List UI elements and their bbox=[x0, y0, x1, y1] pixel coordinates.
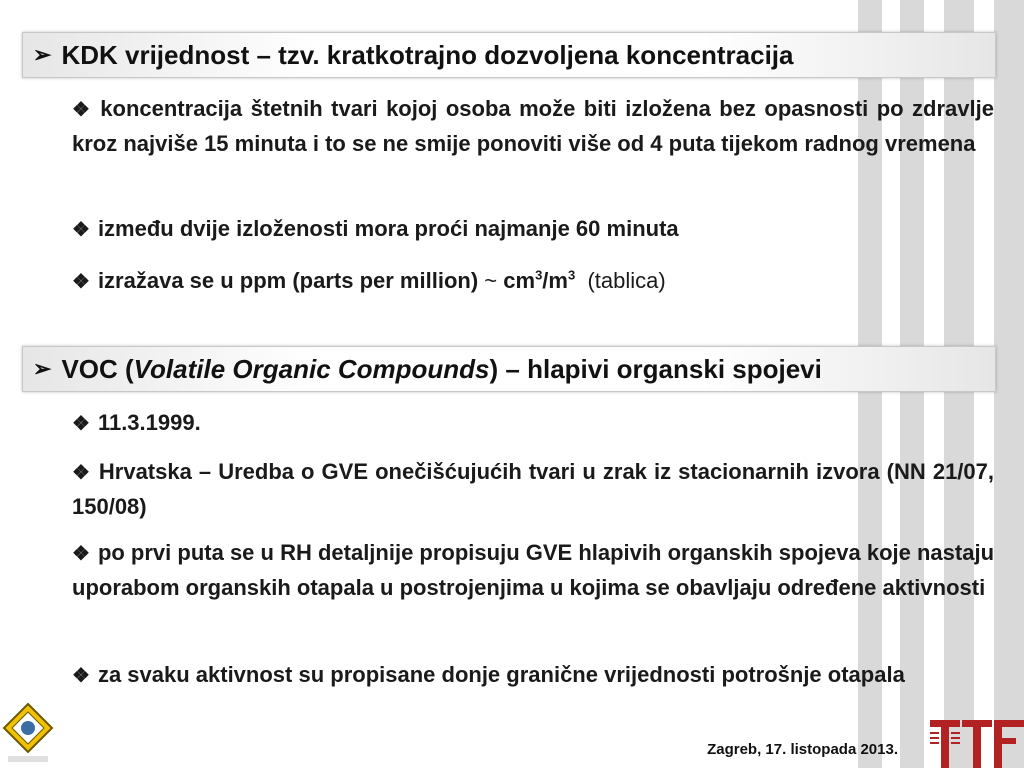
arrow-bullet-icon: ➢ bbox=[33, 42, 52, 67]
voc-date-text: 11.3.1999. bbox=[97, 410, 201, 435]
voc-first-time-text: po prvi puta se u RH detaljnije propisuju GVE hlapivih organskih spojeva koje nastaju uporabom organskih otapala u postrojenjima u kojima se obavljaju određene aktivnosti bbox=[72, 540, 995, 600]
diamond-bullet-icon: ❖ bbox=[72, 99, 93, 121]
section-voc-title-italic: Volatile Organic Compounds bbox=[133, 353, 490, 384]
arrow-bullet-icon: ➢ bbox=[33, 356, 52, 381]
diamond-bullet-icon: ❖ bbox=[72, 462, 91, 484]
section-kdk-title: KDK vrijednost – tzv. kratkotrajno dozvoljena koncentracija bbox=[61, 39, 794, 70]
section-voc-title-post: ) – hlapivi organski spojevi bbox=[489, 353, 822, 384]
safety-emblem-icon bbox=[0, 700, 56, 768]
voc-regulation-text: Hrvatska – Uredba o GVE onečišćujućih tvari u zrak iz stacionarnih izvora (NN 21/07, 150/08) bbox=[72, 459, 994, 519]
kdk-units-cm: cm bbox=[503, 268, 536, 293]
kdk-units-text: izražava se u ppm (parts per million) bbox=[97, 268, 479, 293]
ttf-logo-icon bbox=[930, 718, 1024, 768]
voc-bullet-limits bbox=[72, 658, 994, 693]
voc-bullet-regulation bbox=[72, 455, 994, 524]
voc-bullet-first-time bbox=[72, 536, 994, 605]
kdk-definition-text: koncentracija štetnih tvari kojoj osoba može biti izložena bez opasnosti po zdravlje kroz najviše 15 minuta i to se ne smije ponoviti više od 4 puta tijekom radnog vremena bbox=[72, 96, 994, 156]
diamond-bullet-icon: ❖ bbox=[72, 413, 90, 435]
kdk-interval-text: između dvije izloženosti mora proći najmanje 60 minuta bbox=[97, 216, 679, 241]
diamond-bullet-icon: ❖ bbox=[72, 665, 90, 687]
diamond-bullet-icon: ❖ bbox=[72, 271, 90, 293]
voc-bullet-date bbox=[72, 406, 994, 441]
kdk-units-exponent: 3 bbox=[535, 267, 543, 283]
kdk-bullet-definition bbox=[72, 92, 994, 161]
kdk-bullet-units bbox=[72, 264, 994, 299]
kdk-units-exponent: 3 bbox=[567, 267, 576, 283]
section-voc-title-pre: VOC ( bbox=[61, 353, 134, 384]
voc-limits-text: za svaku aktivnost su propisane donje granične vrijednosti potrošnje otapala bbox=[97, 662, 905, 687]
kdk-units-tilde: ~ bbox=[484, 268, 498, 293]
diamond-bullet-icon: ❖ bbox=[72, 543, 90, 565]
section-voc-heading bbox=[22, 346, 996, 392]
section-kdk-heading bbox=[22, 32, 996, 78]
footer-date: Zagreb, 17. listopada 2013. bbox=[707, 741, 898, 758]
kdk-bullet-interval bbox=[72, 212, 994, 247]
diamond-bullet-icon: ❖ bbox=[72, 219, 90, 241]
background-stripe bbox=[994, 0, 1024, 768]
kdk-units-m: /m bbox=[542, 268, 568, 293]
kdk-units-note: (tablica) bbox=[587, 268, 666, 293]
